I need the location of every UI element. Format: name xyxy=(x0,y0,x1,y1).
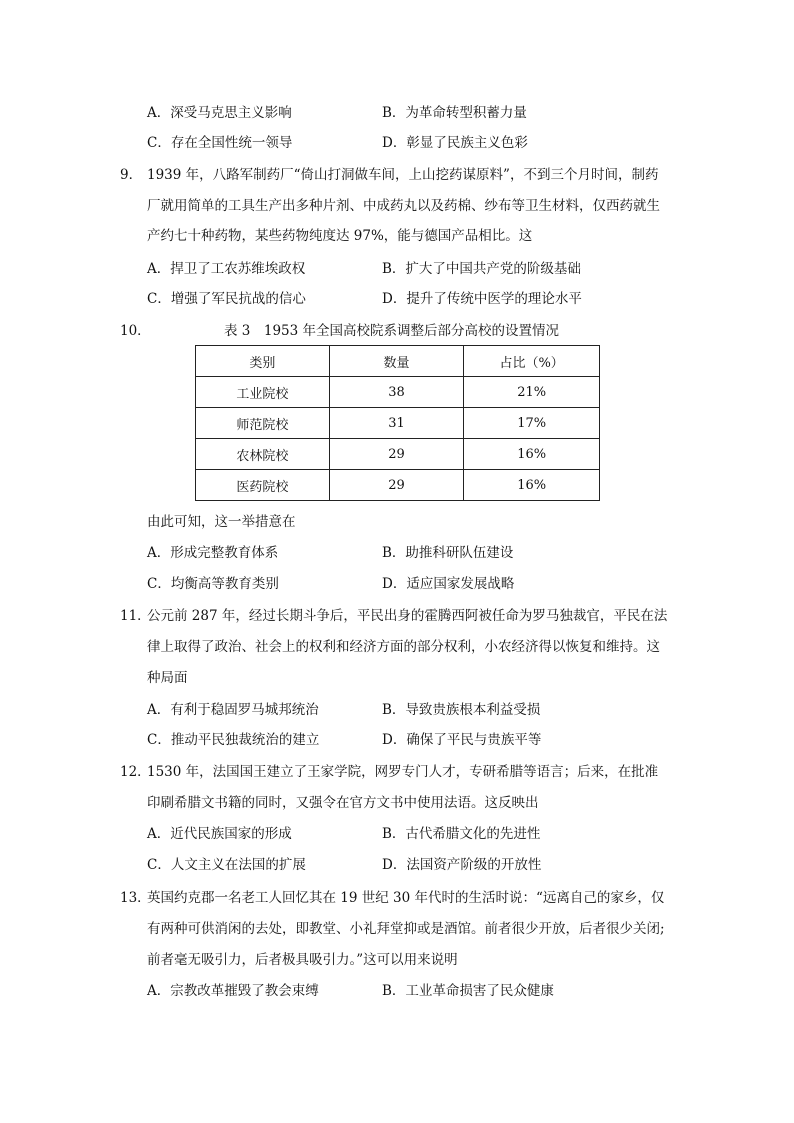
q9-stem-line-3: 产约七十种药物，某些药物纯度达 97%，能与德国产品相比。这 xyxy=(147,228,533,244)
table-cell: 29 xyxy=(329,470,464,501)
q12-stem-line-2: 印刷希腊文书籍的同时，又强令在官方文书中使用法语。这反映出 xyxy=(147,795,539,811)
q13-option-b: B．工业革命损害了民众健康 xyxy=(382,983,554,999)
q13-stem-line-3: 前者毫无吸引力，后者极具吸引力。”这可以用来说明 xyxy=(147,952,458,968)
q11-option-c: C．推动平民独裁统治的建立 xyxy=(147,732,320,748)
table-cell: 师范院校 xyxy=(196,408,330,439)
q11-option-b: B．导致贵族根本利益受损 xyxy=(382,702,541,718)
table-cell: 31 xyxy=(329,408,464,439)
q13-option-a: A．宗教改革摧毁了教会束缚 xyxy=(147,983,319,999)
q11-option-a: A．有利于稳固罗马城邦统治 xyxy=(147,702,319,718)
q11-option-d: D．确保了平民与贵族平等 xyxy=(382,732,542,748)
q10-option-a: A．形成完整教育体系 xyxy=(147,545,279,561)
q12-option-c: C．人文主义在法国的扩展 xyxy=(147,857,306,873)
table-row xyxy=(196,439,600,470)
q8-option-c: C．存在全国性统一领导 xyxy=(147,135,293,151)
header-count: 数量 xyxy=(329,346,464,377)
q8-option-b: B．为革命转型积蓄力量 xyxy=(382,105,527,121)
table-cell: 农林院校 xyxy=(196,439,330,470)
q9-number: 9． xyxy=(120,167,143,183)
q10-option-b: B．助推科研队伍建设 xyxy=(382,545,514,561)
q9-stem-line-2: 厂就用简单的工具生产出多种片剂、中成药丸以及药棉、纱布等卫生材料，仅西药就生 xyxy=(147,198,660,214)
q12-option-a: A．近代民族国家的形成 xyxy=(147,826,292,842)
q11-stem-line-1: 公元前 287 年，经过长期斗争后，平民出身的霍腾西阿被任命为罗马独裁官，平民在法 xyxy=(147,608,668,624)
table-caption: 表 3 1953 年全国高校院系调整后部分高校的设置情况 xyxy=(224,323,560,339)
q9-option-a: A．捍卫了工农苏维埃政权 xyxy=(147,261,306,277)
q11-stem-line-3: 种局面 xyxy=(147,670,188,686)
table-cell: 38 xyxy=(329,377,464,408)
q8-option-d: D．彰显了民族主义色彩 xyxy=(382,135,528,151)
q10-option-d: D．适应国家发展战略 xyxy=(382,576,515,592)
q10-stem: 由此可知，这一举措意在 xyxy=(147,514,296,530)
q8-option-a: A．深受马克思主义影响 xyxy=(147,105,292,121)
table-cell: 29 xyxy=(329,439,464,470)
table-cell: 工业院校 xyxy=(196,377,330,408)
q9-option-b: B．扩大了中国共产党的阶级基础 xyxy=(382,261,581,277)
q12-stem-line-1: 1530 年，法国国王建立了王家学院，网罗专门人才，专研希腊等语言；后来，在批准 xyxy=(147,764,659,780)
q13-stem-line-1: 英国约克郡一名老工人回忆其在 19 世纪 30 年代时的生活时说：“远离自己的家乡，仅 xyxy=(147,890,665,906)
q10-option-c: C．均衡高等教育类别 xyxy=(147,576,279,592)
q13-stem-line-2: 有两种可供消闲的去处，即教堂、小礼拜堂抑或是酒馆。前者很少开放，后者很少关闭; xyxy=(147,921,665,937)
table-cell: 17% xyxy=(464,408,600,439)
table-row xyxy=(196,408,600,439)
q9-option-d: D．提升了传统中医学的理论水平 xyxy=(382,291,582,307)
table-row xyxy=(196,470,600,501)
q12-option-d: D．法国资产阶级的开放性 xyxy=(382,857,542,873)
table-row xyxy=(196,377,600,408)
table-cell: 医药院校 xyxy=(196,470,330,501)
table-header-row xyxy=(196,346,600,377)
q11-number: 11． xyxy=(120,608,151,624)
q9-option-c: C．增强了军民抗战的信心 xyxy=(147,291,306,307)
header-ratio: 占比（%） xyxy=(464,346,600,377)
q9-stem-line-1: 1939 年，八路军制药厂“倚山打洞做车间，上山挖药谋原料”，不到三个月时间，制药 xyxy=(147,167,659,183)
school-settings-table xyxy=(195,345,600,501)
q12-option-b: B．古代希腊文化的先进性 xyxy=(382,826,541,842)
q13-number: 13． xyxy=(120,890,151,906)
table-cell: 21% xyxy=(464,377,600,408)
table-cell: 16% xyxy=(464,439,600,470)
q12-number: 12． xyxy=(120,764,151,780)
table-cell: 16% xyxy=(464,470,600,501)
q10-number: 10． xyxy=(120,323,151,339)
header-category: 类别 xyxy=(196,346,330,377)
q11-stem-line-2: 律上取得了政治、社会上的权利和经济方面的部分权利，小农经济得以恢复和维持。这 xyxy=(147,639,660,655)
